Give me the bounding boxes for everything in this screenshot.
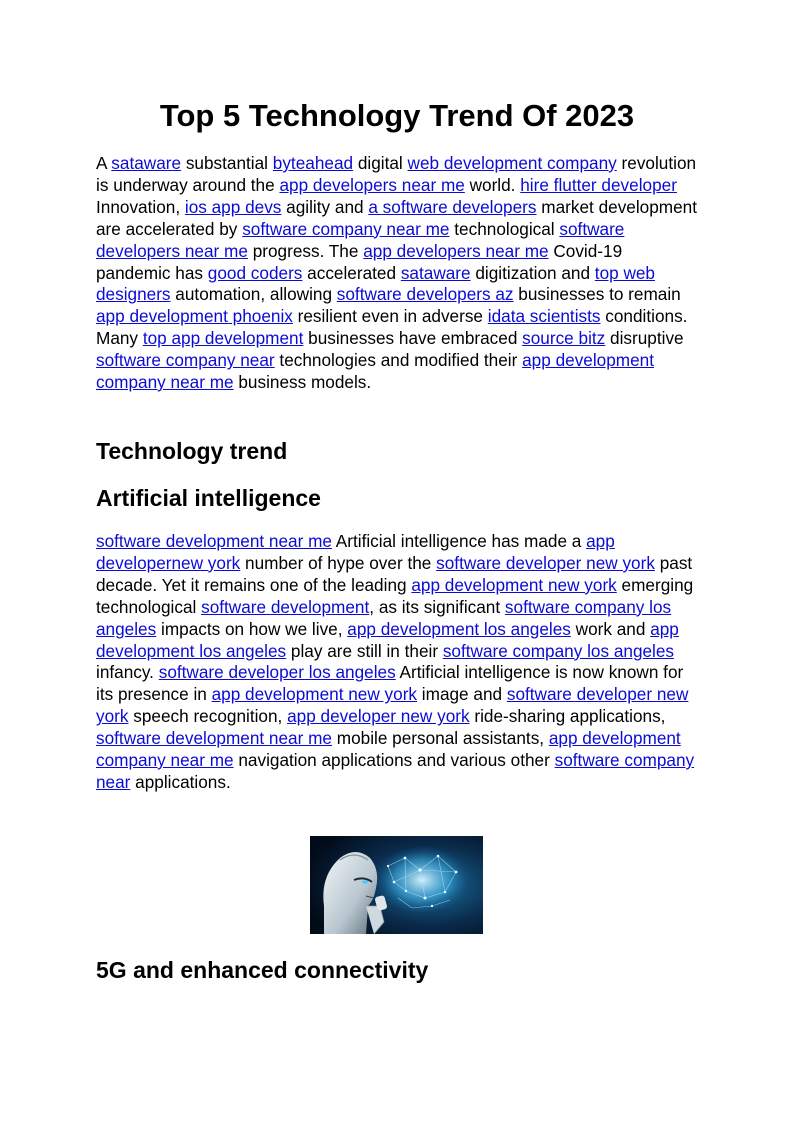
body-text: Artificial intelligence has made a xyxy=(331,531,587,551)
body-text: Covid-19 pandemic has xyxy=(96,240,623,283)
body-text: digitization and xyxy=(470,262,595,283)
inline-link[interactable]: software developers az xyxy=(336,284,514,305)
body-text: business models. xyxy=(233,372,372,393)
ai-robot-image xyxy=(310,836,483,934)
inline-link[interactable]: software company near xyxy=(96,750,695,792)
inline-link[interactable]: software company near me xyxy=(242,218,450,239)
inline-link[interactable]: byteahead xyxy=(272,153,354,173)
inline-link[interactable]: app developernew york xyxy=(96,531,615,573)
body-text: technologies and modified their xyxy=(274,350,523,371)
body-text: mobile personal assistants, xyxy=(331,728,549,749)
inline-link[interactable]: software developer new york xyxy=(96,684,689,727)
inline-link[interactable]: sataware xyxy=(111,153,182,173)
inline-link[interactable]: a software developers xyxy=(368,196,537,217)
intro-paragraph xyxy=(96,153,698,394)
inline-link[interactable]: idata scientists xyxy=(487,306,601,327)
inline-link[interactable]: software developers near me xyxy=(96,218,625,261)
body-text: work and xyxy=(570,618,651,639)
body-text: , as its significant xyxy=(369,596,505,617)
body-text: agility and xyxy=(281,196,369,217)
inline-link[interactable]: software company los angeles xyxy=(442,640,675,661)
inline-link[interactable]: app developers near me xyxy=(279,174,465,195)
body-text: progress. The xyxy=(247,240,364,261)
inline-link[interactable]: app development company near me xyxy=(96,728,681,771)
body-text: businesses to remain xyxy=(513,284,681,305)
body-text: businesses have embraced xyxy=(303,328,523,349)
inline-link[interactable]: app developers near me xyxy=(363,240,549,261)
inline-link[interactable]: ios app devs xyxy=(184,196,282,217)
page-title: Top 5 Technology Trend Of 2023 xyxy=(159,98,635,133)
inline-link[interactable]: software company near xyxy=(96,350,275,371)
inline-link[interactable]: software developer new york xyxy=(436,552,655,573)
body-text: world. xyxy=(464,174,521,195)
body-text: automation, allowing xyxy=(170,284,337,305)
ai-paragraph xyxy=(96,531,698,794)
heading-artificial-intelligence: Artificial intelligence xyxy=(96,485,321,511)
body-text: substantial xyxy=(181,153,273,173)
heading-5g-connectivity: 5G and enhanced connectivity xyxy=(96,957,429,983)
ai-robot-brain-illustration-icon xyxy=(310,836,483,934)
inline-link[interactable]: top app development xyxy=(142,328,304,349)
inline-link[interactable]: top web designers xyxy=(96,262,655,305)
inline-link[interactable]: app development phoenix xyxy=(96,306,293,327)
body-text: revolution is underway around the xyxy=(96,153,697,195)
inline-link[interactable]: web development company xyxy=(407,153,617,173)
inline-link[interactable]: software development xyxy=(201,596,370,617)
body-text: past decade. Yet it remains one of the leading xyxy=(96,552,693,595)
body-text: A xyxy=(96,153,112,173)
inline-link[interactable]: app development los angeles xyxy=(347,618,571,639)
body-text: speech recognition, xyxy=(128,706,288,727)
body-text: image and xyxy=(417,684,507,705)
inline-link[interactable]: app development los angeles xyxy=(96,618,679,661)
body-text: digital xyxy=(353,153,408,173)
body-text: Artificial intelligence is now known for its presence in xyxy=(96,662,684,705)
body-text: ride-sharing applications, xyxy=(469,706,666,727)
body-text: Innovation, xyxy=(96,196,185,217)
body-text: disruptive xyxy=(605,328,684,349)
inline-link[interactable]: source bitz xyxy=(522,328,606,349)
inline-link[interactable]: software development near me xyxy=(96,728,332,749)
body-text: applications. xyxy=(130,771,231,792)
body-text: accelerated xyxy=(302,262,401,283)
body-text: emerging technological xyxy=(96,574,694,617)
body-text: market development are accelerated by xyxy=(96,196,697,239)
body-text: number of hype over the xyxy=(240,552,437,573)
inline-link[interactable]: software company los angeles xyxy=(96,596,672,639)
inline-link[interactable]: software development near me xyxy=(96,531,332,551)
inline-link[interactable]: app development company near me xyxy=(96,350,654,393)
heading-technology-trend: Technology trend xyxy=(96,438,288,464)
body-text: technological xyxy=(449,218,560,239)
inline-link[interactable]: software developer los angeles xyxy=(158,662,396,683)
inline-link[interactable]: app developer new york xyxy=(287,706,470,727)
body-text: impacts on how we live, xyxy=(156,618,348,639)
body-text: infancy. xyxy=(96,662,159,683)
body-text: conditions. Many xyxy=(96,306,688,349)
inline-link[interactable]: app development new york xyxy=(411,574,617,595)
inline-link[interactable]: app development new york xyxy=(211,684,418,705)
body-text: resilient even in adverse xyxy=(292,306,488,327)
inline-link[interactable]: sataware xyxy=(400,262,471,283)
inline-link[interactable]: hire flutter developer xyxy=(520,174,677,195)
inline-link[interactable]: good coders xyxy=(207,262,303,283)
body-text: play are still in their xyxy=(286,640,443,661)
body-text: navigation applications and various other xyxy=(233,750,555,771)
